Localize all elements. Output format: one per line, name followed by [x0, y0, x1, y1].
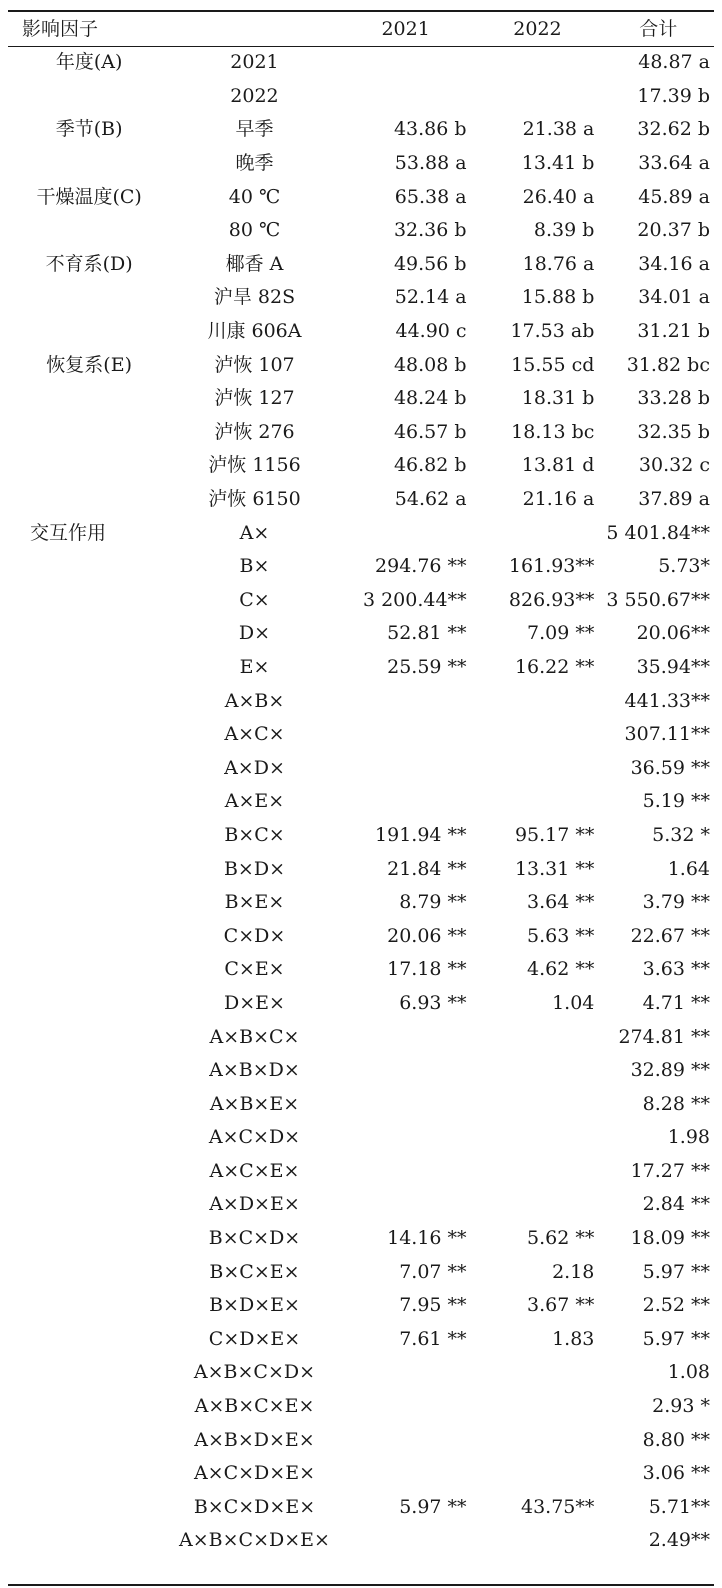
table-row	[8, 516, 714, 550]
value-2022-cell	[473, 1020, 603, 1054]
factor-cell: 不育系(D)	[45, 252, 133, 275]
factor-cell	[8, 550, 170, 584]
value-2022-cell	[473, 80, 603, 114]
value-2022-cell: 7.09 **	[527, 622, 595, 645]
value-2022-cell: 21.16 a	[522, 488, 595, 511]
value-2021-cell: 52.14 a	[394, 286, 467, 309]
value-2022-cell: 13.41 b	[521, 152, 595, 175]
value-2022-cell: 13.81 d	[521, 454, 595, 477]
level-cell: 泸恢 276	[214, 420, 295, 443]
table-row	[8, 1087, 714, 1121]
factor-cell	[8, 80, 170, 114]
factor-cell	[8, 483, 170, 517]
table-row	[8, 852, 714, 886]
value-2022-cell	[473, 785, 603, 819]
table-row	[8, 1255, 714, 1289]
value-2022-cell	[473, 1054, 603, 1088]
value-2022-cell	[473, 1423, 603, 1457]
table-row	[8, 1020, 714, 1054]
value-2021-cell	[339, 1121, 473, 1155]
total-cell: 1.98	[667, 1126, 710, 1149]
total-cell: 33.64 a	[638, 152, 710, 175]
total-cell: 20.37 b	[637, 219, 710, 242]
value-2022-cell: 5.62 **	[527, 1227, 595, 1250]
value-2021-cell: 20.06 **	[387, 924, 467, 947]
level-cell: A×	[239, 521, 270, 544]
total-cell: 32.89 **	[630, 1059, 710, 1082]
factor-cell	[8, 1087, 170, 1121]
value-2021-cell: 14.16 **	[387, 1227, 467, 1250]
factor-cell	[8, 382, 170, 416]
value-2021-cell	[339, 718, 473, 752]
factor-cell	[8, 953, 170, 987]
value-2021-cell: 6.93 **	[399, 991, 467, 1014]
table-row	[8, 1390, 714, 1424]
factor-cell	[8, 214, 170, 248]
value-2021-cell	[339, 785, 473, 819]
value-2022-cell	[473, 1188, 603, 1222]
factor-cell	[8, 147, 170, 181]
value-2022-cell: 26.40 a	[522, 185, 595, 208]
level-cell: B×C×D×E×	[193, 1495, 316, 1518]
level-cell: 泸恢 1156	[208, 454, 301, 477]
value-2021-cell: 49.56 b	[393, 252, 467, 275]
factor-cell	[8, 617, 170, 651]
header-2022: 2022	[513, 17, 562, 40]
table-row	[8, 416, 714, 450]
factor-cell	[8, 1188, 170, 1222]
value-2021-cell: 7.95 **	[399, 1294, 467, 1317]
value-2021-cell	[339, 1423, 473, 1457]
total-cell: 20.06**	[636, 622, 710, 645]
level-cell: C×	[239, 588, 270, 611]
table-row	[8, 80, 714, 114]
total-cell: 2.52 **	[642, 1294, 710, 1317]
value-2021-cell	[339, 751, 473, 785]
value-2021-cell: 25.59 **	[387, 655, 467, 678]
level-cell: B×	[239, 555, 270, 578]
total-cell: 5.73*	[658, 555, 710, 578]
factor-cell	[8, 1222, 170, 1256]
value-2021-cell	[339, 684, 473, 718]
header-row	[8, 12, 714, 46]
factor-cell: 季节(B)	[55, 118, 123, 141]
table-row	[8, 214, 714, 248]
table-row	[8, 1423, 714, 1457]
table-row	[8, 248, 714, 282]
level-cell: 早季	[235, 118, 274, 141]
value-2022-cell	[473, 751, 603, 785]
value-2022-cell	[473, 684, 603, 718]
factor-cell	[8, 785, 170, 819]
level-cell: B×C×	[224, 823, 285, 846]
value-2021-cell	[339, 1356, 473, 1390]
total-cell: 17.39 b	[637, 84, 710, 107]
factor-cell: 干燥温度(C)	[36, 185, 142, 208]
level-cell: A×B×C×D×	[193, 1361, 316, 1384]
total-cell: 22.67 **	[630, 924, 710, 947]
total-cell: 3.06 **	[642, 1462, 710, 1485]
factor-cell	[8, 416, 170, 450]
value-2022-cell: 1.04	[552, 991, 595, 1014]
value-2021-cell: 3 200.44**	[362, 588, 467, 611]
value-2022-cell: 8.39 b	[533, 219, 595, 242]
value-2021-cell	[339, 1390, 473, 1424]
level-cell: E×	[239, 655, 270, 678]
value-2021-cell	[339, 1054, 473, 1088]
value-2022-cell: 18.13 bc	[511, 420, 595, 443]
value-2021-cell	[339, 1020, 473, 1054]
total-cell: 31.82 bc	[626, 353, 710, 376]
value-2022-cell	[473, 46, 603, 80]
level-cell: A×C×	[224, 723, 285, 746]
total-cell: 5.71**	[648, 1495, 710, 1518]
value-2021-cell: 54.62 a	[394, 488, 467, 511]
factor-cell	[8, 919, 170, 953]
total-cell: 307.11**	[624, 723, 710, 746]
level-cell: B×E×	[224, 891, 285, 914]
value-2022-cell: 16.22 **	[514, 655, 595, 678]
table-row	[8, 785, 714, 819]
factor-cell	[8, 1423, 170, 1457]
header-total: 合计	[639, 17, 678, 40]
total-cell: 32.62 b	[637, 118, 710, 141]
table-row	[8, 1054, 714, 1088]
total-cell: 5.32 *	[652, 823, 710, 846]
total-cell: 31.21 b	[637, 320, 710, 343]
table-row	[8, 1121, 714, 1155]
value-2021-cell: 32.36 b	[393, 219, 467, 242]
value-2021-cell	[339, 1087, 473, 1121]
total-cell: 441.33**	[624, 689, 710, 712]
value-2021-cell: 7.61 **	[399, 1327, 467, 1350]
value-2021-cell	[339, 1188, 473, 1222]
value-2022-cell	[473, 1356, 603, 1390]
value-2022-cell	[473, 1121, 603, 1155]
value-2021-cell: 43.86 b	[393, 118, 467, 141]
table-row	[8, 147, 714, 181]
value-2021-cell: 65.38 a	[394, 185, 467, 208]
value-2022-cell: 3.64 **	[527, 891, 595, 914]
value-2021-cell	[339, 1155, 473, 1189]
level-cell: 40 ℃	[228, 185, 281, 208]
factor-cell	[8, 852, 170, 886]
table-row	[8, 819, 714, 853]
value-2022-cell	[473, 718, 603, 752]
total-cell: 8.28 **	[642, 1092, 710, 1115]
value-2021-cell	[339, 516, 473, 550]
value-2022-cell: 43.75**	[520, 1495, 595, 1518]
total-cell: 1.08	[667, 1361, 710, 1384]
level-cell: C×E×	[224, 958, 285, 981]
value-2021-cell: 46.82 b	[393, 454, 467, 477]
value-2021-cell: 52.81 **	[387, 622, 467, 645]
total-cell: 2.84 **	[642, 1193, 710, 1216]
total-cell: 5.19 **	[642, 790, 710, 813]
value-2022-cell: 17.53 ab	[510, 320, 595, 343]
factor-cell	[8, 1356, 170, 1390]
table-row	[8, 1356, 714, 1390]
level-cell: A×D×E×	[209, 1193, 300, 1216]
table-row	[8, 684, 714, 718]
level-cell: 2022	[230, 84, 279, 107]
level-cell: A×B×C×E×	[194, 1395, 315, 1418]
factor-cell	[8, 819, 170, 853]
value-2022-cell	[473, 1390, 603, 1424]
value-2022-cell	[473, 1087, 603, 1121]
factor-cell	[8, 651, 170, 685]
value-2022-cell: 18.31 b	[521, 387, 595, 410]
table-row	[8, 1491, 714, 1525]
factor-cell	[8, 315, 170, 349]
level-cell: C×D×E×	[208, 1327, 301, 1350]
header-2021: 2021	[381, 17, 430, 40]
value-2022-cell	[473, 1457, 603, 1491]
value-2022-cell: 15.88 b	[521, 286, 595, 309]
table-row	[8, 1457, 714, 1491]
value-2021-cell	[339, 1524, 473, 1558]
factor-cell	[8, 1323, 170, 1357]
value-2021-cell: 17.18 **	[387, 958, 467, 981]
total-cell: 33.28 b	[637, 387, 710, 410]
data-table	[8, 12, 714, 1558]
total-cell: 5.97 **	[642, 1327, 710, 1350]
value-2022-cell: 95.17 **	[514, 823, 595, 846]
value-2021-cell: 53.88 a	[394, 152, 467, 175]
level-cell: 川康 606A	[207, 320, 302, 343]
table-row	[8, 1289, 714, 1323]
value-2022-cell: 13.31 **	[514, 857, 595, 880]
table-row	[8, 953, 714, 987]
factor-cell	[8, 1020, 170, 1054]
level-cell: C×D×	[223, 924, 286, 947]
total-cell: 5.97 **	[642, 1260, 710, 1283]
total-cell: 37.89 a	[638, 488, 710, 511]
level-cell: 泸恢 6150	[208, 488, 301, 511]
value-2021-cell: 48.24 b	[393, 387, 467, 410]
value-2022-cell: 5.63 **	[527, 924, 595, 947]
value-2022-cell: 21.38 a	[522, 118, 595, 141]
table-row	[8, 718, 714, 752]
factor-cell	[8, 1121, 170, 1155]
value-2022-cell	[473, 1155, 603, 1189]
total-cell: 36.59 **	[630, 756, 710, 779]
value-2021-cell: 294.76 **	[375, 555, 467, 578]
level-cell: A×B×E×	[209, 1092, 300, 1115]
value-2022-cell: 15.55 cd	[511, 353, 595, 376]
table-row	[8, 449, 714, 483]
value-2021-cell: 191.94 **	[375, 823, 467, 846]
value-2021-cell: 21.84 **	[387, 857, 467, 880]
level-cell: A×D×	[224, 756, 285, 779]
table-row	[8, 1524, 714, 1558]
total-cell: 3.79 **	[642, 891, 710, 914]
level-cell: D×E×	[224, 991, 285, 1014]
table-row	[8, 113, 714, 147]
value-2021-cell: 46.57 b	[393, 420, 467, 443]
level-cell: B×C×E×	[209, 1260, 300, 1283]
value-2021-cell: 8.79 **	[399, 891, 467, 914]
factor-cell	[8, 1491, 170, 1525]
total-cell: 30.32 c	[638, 454, 710, 477]
value-2021-cell: 44.90 c	[395, 320, 467, 343]
total-cell: 2.49**	[648, 1529, 710, 1552]
level-cell: 80 ℃	[228, 219, 281, 242]
level-cell: 椰香 A	[225, 252, 284, 275]
value-2022-cell: 4.62 **	[527, 958, 595, 981]
table-row	[8, 180, 714, 214]
level-cell: B×C×D×	[208, 1227, 301, 1250]
total-cell: 8.80 **	[642, 1428, 710, 1451]
factor-cell	[8, 1255, 170, 1289]
level-cell: A×B×C×D×E×	[179, 1529, 330, 1552]
total-cell: 18.09 **	[630, 1227, 710, 1250]
table-row	[8, 281, 714, 315]
table-row	[8, 46, 714, 80]
factor-cell	[8, 684, 170, 718]
value-2022-cell: 2.18	[552, 1260, 595, 1283]
factor-cell	[8, 987, 170, 1021]
value-2022-cell: 18.76 a	[522, 252, 595, 275]
total-cell: 3.63 **	[642, 958, 710, 981]
level-cell: 晚季	[235, 152, 274, 175]
level-cell: A×C×D×	[208, 1126, 301, 1149]
total-cell: 2.93 *	[652, 1395, 710, 1418]
value-2022-cell	[473, 1524, 603, 1558]
total-cell: 35.94**	[636, 655, 710, 678]
value-2021-cell: 5.97 **	[399, 1495, 467, 1518]
table-row	[8, 1222, 714, 1256]
value-2022-cell: 826.93**	[508, 588, 595, 611]
factor-cell	[8, 1054, 170, 1088]
level-cell: B×D×E×	[209, 1294, 300, 1317]
factor-cell: 年度(A)	[55, 51, 123, 74]
table-row	[8, 348, 714, 382]
factor-cell	[8, 1289, 170, 1323]
factor-cell	[8, 751, 170, 785]
table-row	[8, 1188, 714, 1222]
table-row	[8, 1155, 714, 1189]
total-cell: 4.71 **	[642, 991, 710, 1014]
level-cell: 泸恢 107	[214, 353, 295, 376]
table-row	[8, 987, 714, 1021]
factor-cell	[8, 281, 170, 315]
table-row	[8, 751, 714, 785]
factor-cell	[8, 1155, 170, 1189]
level-cell: A×B×C×	[209, 1025, 300, 1048]
value-2021-cell	[339, 46, 473, 80]
value-2021-cell: 48.08 b	[393, 353, 467, 376]
value-2022-cell: 1.83	[552, 1327, 595, 1350]
total-cell: 34.16 a	[638, 252, 710, 275]
table-row	[8, 483, 714, 517]
total-cell: 34.01 a	[638, 286, 710, 309]
total-cell: 45.89 a	[638, 185, 710, 208]
header-factor: 影响因子	[22, 17, 99, 40]
header-level	[170, 12, 338, 46]
table-row	[8, 382, 714, 416]
total-cell: 32.35 b	[637, 420, 710, 443]
level-cell: A×C×E×	[209, 1159, 300, 1182]
table-row	[8, 315, 714, 349]
level-cell: 2021	[230, 51, 279, 74]
factor-cell	[8, 718, 170, 752]
level-cell: 沪旱 82S	[213, 286, 296, 309]
level-cell: B×D×	[223, 857, 285, 880]
factor-cell: 恢复系(E)	[46, 353, 132, 376]
value-2022-cell: 161.93**	[508, 555, 595, 578]
factor-cell	[8, 1390, 170, 1424]
factor-cell: 交互作用	[30, 521, 107, 544]
value-2021-cell	[339, 80, 473, 114]
total-cell: 1.64	[667, 857, 710, 880]
table-row	[8, 550, 714, 584]
level-cell: A×B×	[224, 689, 285, 712]
level-cell: 泸恢 127	[214, 387, 295, 410]
total-cell: 5 401.84**	[606, 521, 710, 544]
value-2021-cell: 7.07 **	[399, 1260, 467, 1283]
total-cell: 17.27 **	[630, 1159, 710, 1182]
factor-cell	[8, 1457, 170, 1491]
level-cell: A×C×D×E×	[193, 1462, 315, 1485]
table-row	[8, 651, 714, 685]
table-row	[8, 584, 714, 618]
level-cell: A×E×	[224, 790, 285, 813]
table-row	[8, 919, 714, 953]
value-2022-cell: 3.67 **	[527, 1294, 595, 1317]
table-row	[8, 886, 714, 920]
total-cell: 274.81 **	[618, 1025, 710, 1048]
table-row	[8, 617, 714, 651]
level-cell: A×B×D×	[209, 1059, 300, 1082]
level-cell: D×	[238, 622, 271, 645]
table-row	[8, 1323, 714, 1357]
factor-cell	[8, 886, 170, 920]
bottom-rule	[8, 1584, 714, 1586]
value-2021-cell	[339, 1457, 473, 1491]
table-body	[8, 46, 714, 1558]
total-cell: 48.87 a	[638, 51, 710, 74]
factor-cell	[8, 449, 170, 483]
factor-cell	[8, 584, 170, 618]
level-cell: A×B×D×E×	[194, 1428, 315, 1451]
total-cell: 3 550.67**	[606, 588, 710, 611]
factor-cell	[8, 1524, 170, 1558]
value-2022-cell	[473, 516, 603, 550]
